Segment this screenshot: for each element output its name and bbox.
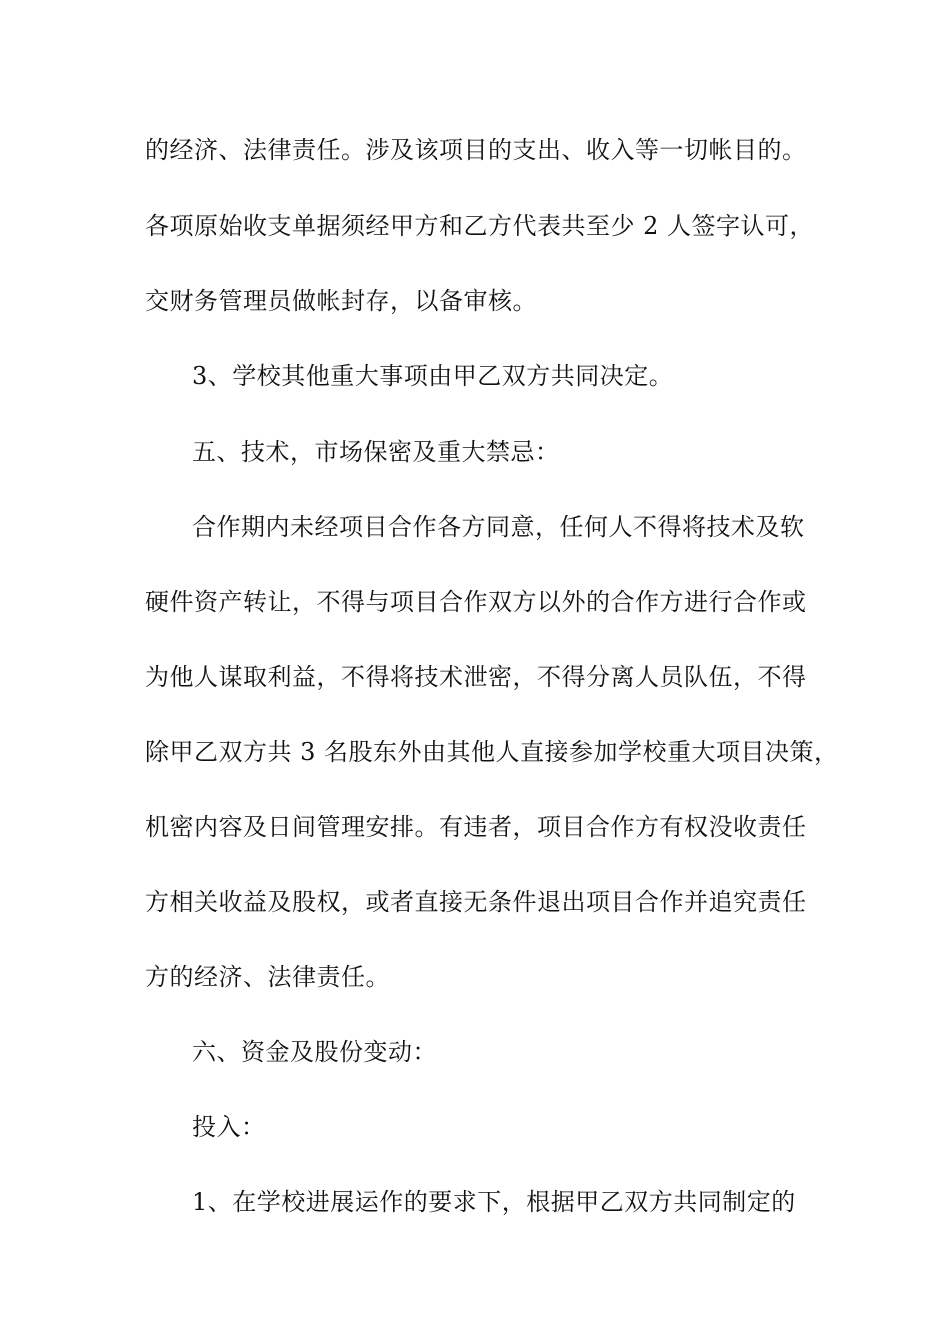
paragraph-line: 方相关收益及股权，或者直接无条件退出项目合作并追究责任 xyxy=(145,888,807,916)
paragraph-line: 为他人谋取利益，不得将技术泄密，不得分离人员队伍，不得 xyxy=(145,663,807,691)
paragraph-line: 机密内容及日间管理安排。有违者，项目合作方有权没收责任 xyxy=(145,813,807,841)
paragraph-line: 合作期内未经项目合作各方同意，任何人不得将技术及软 xyxy=(192,513,805,541)
paragraph-line: 方的经济、法律责任。 xyxy=(145,963,390,991)
paragraph-line: 的经济、法律责任。涉及该项目的支出、收入等一切帐目的。 xyxy=(145,136,807,164)
paragraph-line: 各项原始收支单据须经甲方和乙方代表共至少 2 人签字认可， xyxy=(145,212,815,240)
section-6-heading: 六、资金及股份变动： xyxy=(192,1038,437,1066)
paragraph-line: 硬件资产转让，不得与项目合作双方以外的合作方进行合作或 xyxy=(145,588,807,616)
paragraph-line: 除甲乙双方共 3 名股东外由其他人直接参加学校重大项目决策， xyxy=(145,738,839,766)
section-5-heading: 五、技术，市场保密及重大禁忌： xyxy=(192,438,560,466)
subsection-heading: 投入： xyxy=(192,1113,266,1141)
clause-1-line: 1、在学校进展运作的要求下，根据甲乙双方共同制定的 xyxy=(192,1188,796,1216)
paragraph-line: 交财务管理员做帐封存，以备审核。 xyxy=(145,287,537,315)
clause-3-heading: 3、学校其他重大事项由甲乙双方共同决定。 xyxy=(192,362,674,390)
